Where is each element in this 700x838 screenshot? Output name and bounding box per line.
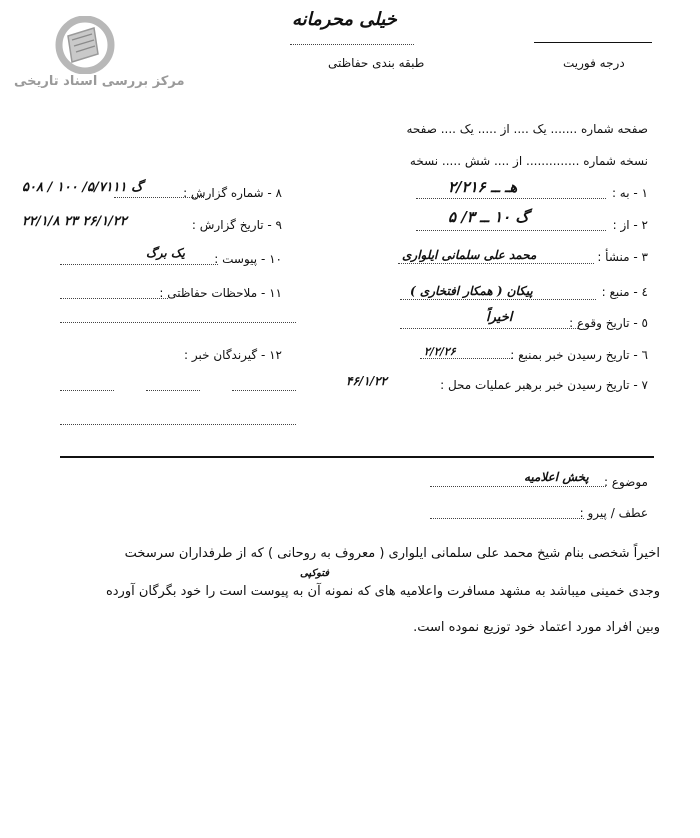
field-report-date-label: ۹ - تاریخ گزارش : (191, 218, 282, 232)
body-insertion: فتوکپی (300, 568, 330, 579)
field-origin-value: محمد علی سلمانی ایلواری (402, 248, 537, 262)
archive-logo-icon (54, 16, 116, 74)
field-to-line (416, 198, 606, 199)
field-recipients-line2 (146, 390, 200, 391)
page-number-row: صفحه شماره ....... یک .... از ..... یک .... صفحه (406, 122, 648, 136)
field-attachment-label: ۱۰ - پیوست : (214, 252, 282, 266)
field-received-date-label: ٦ - تاریخ رسیدن خبر بمنبع : (510, 348, 648, 362)
field-to-label: ۱ - به : (611, 186, 648, 200)
field-received-date-value: ۲/۲/۲۶ (424, 345, 456, 358)
body-line-1: اخیراً شخصی بنام شیخ محمد علی سلمانی ایلواری ( معروف به روحانی ) که از طرفداران سرسخت (124, 546, 660, 561)
section-divider (60, 456, 654, 458)
classification-label: طبقه بندی حفاظتی (328, 56, 425, 70)
field-to-value: ۲/هـ ــ ۲۱۶ (448, 178, 518, 196)
field-from-line (416, 230, 606, 231)
subject-value: پخش اعلامیه (524, 470, 589, 484)
reference-line (430, 518, 584, 519)
field-received-date-line (420, 358, 512, 359)
field-recipients-line4 (60, 424, 296, 425)
field-origin-line (398, 263, 594, 264)
field-source-line (400, 299, 596, 300)
field-report-no-value: ۵۰۸ / ۱۰۰ /گ ۵/۷۱۱۱ (22, 180, 143, 195)
field-event-date-label: ٥ - تاریخ وقوع : (569, 316, 648, 330)
field-recipients-line1 (60, 390, 114, 391)
subject-label: موضوع : (603, 475, 648, 489)
field-security-notes-label: ۱۱ - ملاحظات حفاظتی : (159, 286, 282, 300)
subject-line (430, 486, 606, 487)
field-report-date-value: ۲۲/۱/۸ ۲۳ ۲۶/۱/۲۲ (22, 214, 127, 229)
reference-label: عطف / پیرو : (579, 506, 648, 520)
field-ops-date-value: ۴۶/۱/۲۲ (346, 374, 387, 388)
field-recipients-label: ۱۲ - گیرندگان خبر : (184, 348, 282, 362)
field-from-value: گ ۱۰ ــ ۳/ ۵ (448, 208, 529, 226)
field-attachment-line (60, 264, 218, 265)
field-report-no-label: ۸ - شماره گزارش : (183, 186, 282, 200)
field-ops-date-label: ۷ - تاریخ رسیدن خبر برهبر عملیات محل : (440, 378, 648, 392)
field-origin-label: ۳ - منشأ : (597, 250, 648, 264)
field-event-date-value: اخیراً (486, 310, 513, 325)
field-report-no-line (114, 197, 204, 198)
field-event-date-line (400, 328, 580, 329)
field-source-value: پیکان ( همکار افتخاری ) (410, 284, 533, 298)
field-security-notes-line1 (60, 298, 168, 299)
classification-line (290, 44, 414, 45)
field-security-notes-line2 (60, 322, 296, 323)
priority-line (534, 42, 652, 43)
classification-handwritten: خیلی محرمانه (292, 9, 397, 30)
field-from-label: ۲ - از : (612, 218, 648, 232)
field-source-label: ٤ - منبع : (601, 285, 648, 299)
copy-number-row: نسخه شماره .............. از .... شش ..... نسخه (409, 154, 648, 168)
archive-logo-text: مرکز بررسی اسناد تاریخی (14, 74, 185, 89)
body-line-2: وجدی خمینی میباشد به مشهد مسافرت واعلامیه های که نمونه آن به پیوست است را خود بگرگان آورده (105, 584, 660, 599)
field-recipients-line3 (232, 390, 296, 391)
field-attachment-value: یک برگ (146, 246, 185, 260)
priority-label: درجه فوریت (563, 56, 625, 70)
body-line-3: وبین افراد مورد اعتماد خود توزیع نموده است. (413, 620, 660, 635)
